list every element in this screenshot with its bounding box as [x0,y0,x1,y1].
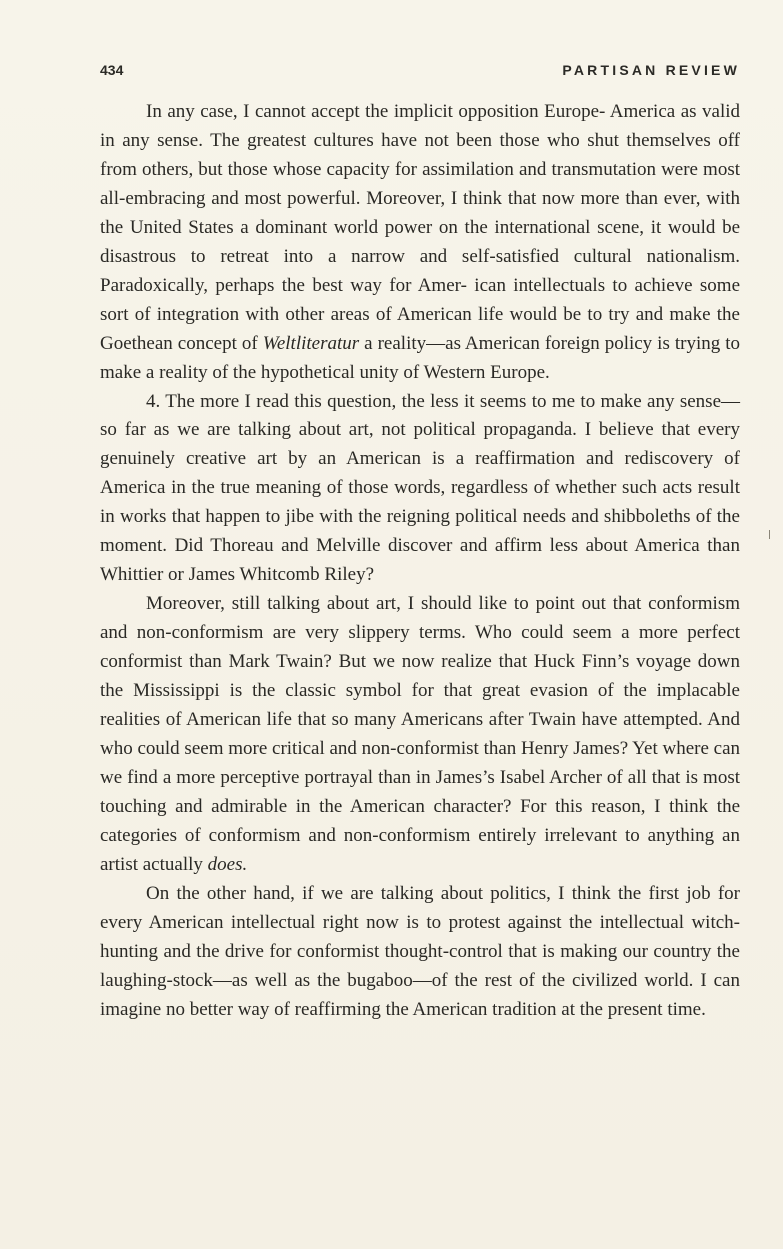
p1-line-11-after: a reality—as American foreign policy is trying to [359,332,741,354]
paragraph-politics: On the other hand, if we are talking about politics, I think the first job for every American intellectual right now is to protest against the intellectual witch-hunting and the drive for conformist thought-control that is making our country the laughing-stock—as well as the bugaboo—of the rest of the civilized world. I can imagine no better way of reaffirming the American tradition at the present time. [100,882,740,1020]
paragraph-question-4: 4. The more I read this question, the less it seems to me to make any sense—so far as we are talking about art, not political propaganda. I believe that every genuinely creative art by an American is a reaffirmation and rediscovery of America in the true meaning of those words, regardless of whether such acts result in works that happen to jibe with the reigning political needs and shibboleths of the moment. Did Thoreau and Melville discover and affirm less about America than Whittier or James Whitcomb Riley? [100,390,740,586]
p1-line-12: make a reality of the hypothetical unity of Western Europe. [100,361,550,383]
p1-line-7: it would be disastrous to retreat into a narrow and self-satisfied [100,216,741,267]
paragraph-conformism [100,590,740,880]
p1-line-10: of American life would be to try and make the Goethean concept [100,303,740,354]
p1-line-3: those who shut themselves off from others, but those whose capacity [100,129,741,180]
does-emphasis: does. [207,853,248,875]
paragraph-europe-america [100,98,740,388]
p1-line-1: In any case, I cannot accept the implicit opposition Europe- [146,101,606,122]
margin-mark [769,530,770,539]
p1-line-5: most powerful. Moreover, I think that now more than ever, with [244,187,741,209]
p1-line-4: for assimilation and transmutation were most all-embracing and [100,158,741,209]
p1-line-2: America as valid in any sense. The greatest cultures have not been [100,101,740,151]
body-text [100,98,740,1025]
journal-title: PARTISAN REVIEW [562,62,740,78]
conformism-text: Moreover, still talking about art, I should like to point out that conformism and non-conformism are very slippery terms. Who could seem a more perfect conformist than Mark Twain? But we now realize that Huck Finn’s voyage down the Mississippi is the classic symbol for that great evasion of the implacable realities of American life that so many Americans after Twain have attempted. And who could seem more critical and non-conformist than Henry James? Yet where can we find a more perceptive portrayal than in James’s Isabel Archer of all that is most touching and admirable in the American character? For this reason, I think the categories of conformism and non-conformism entirely irrelevant to anything an artist actually [100,593,740,875]
page-number: 434 [100,62,124,78]
p1-line-6: the United States a dominant world power on the international scene, [100,216,645,238]
p1-line-8: cultural nationalism. Paradoxically, perhaps the best way for Amer- [100,245,741,296]
p1-line-9: ican intellectuals to achieve some sort of integration with other areas [100,274,741,325]
p1-line-11-before: of [241,332,263,354]
running-head [100,62,740,82]
weltliteratur-term: Weltliteratur [262,332,360,354]
